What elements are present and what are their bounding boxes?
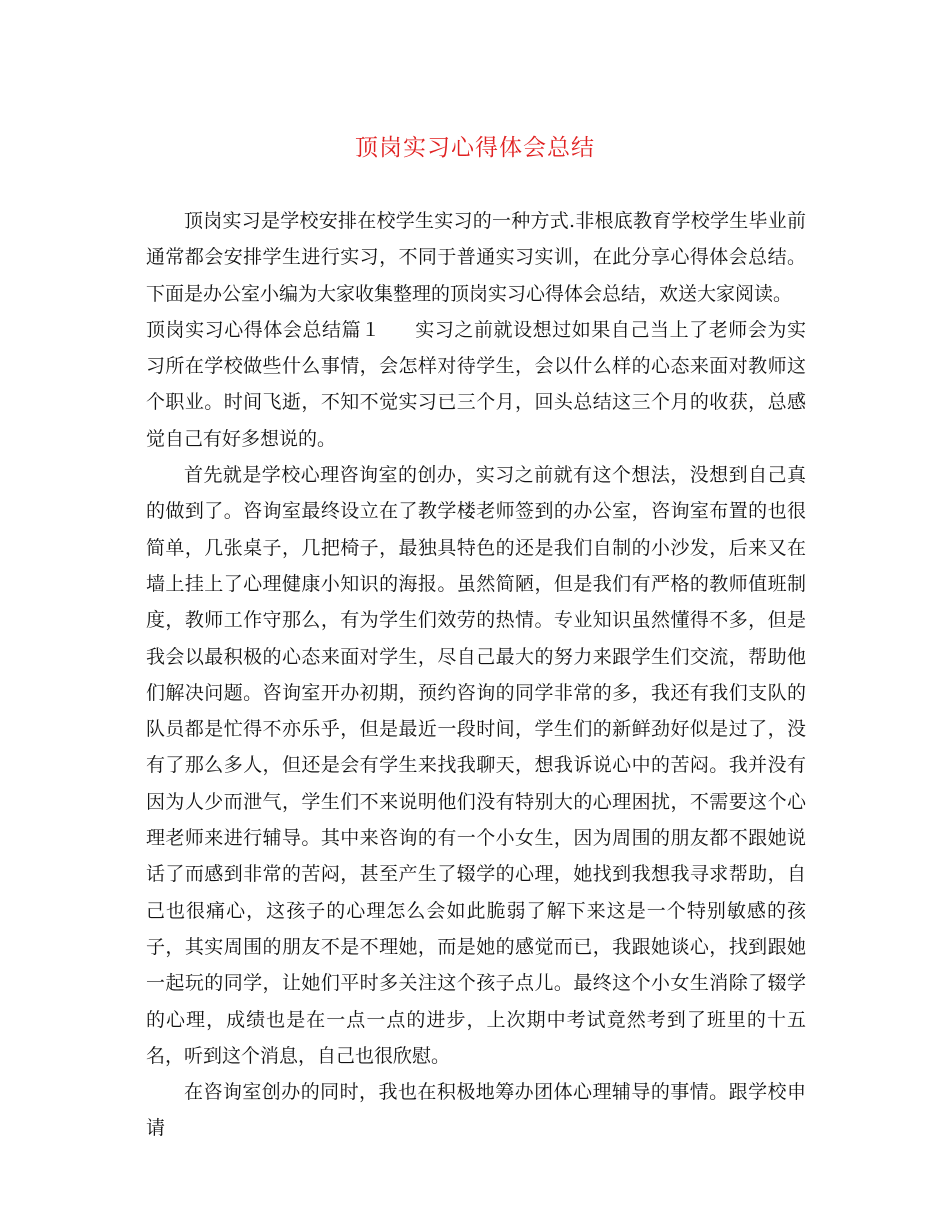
body-paragraph-group-counseling: 在咨询室创办的同时，我也在积极地筹办团体心理辅导的事情。跟学校申请 (146, 1081, 806, 1140)
section-heading: 顶岗实习心得体会总结篇１ (146, 318, 381, 341)
intro-paragraph: 顶岗实习是学校安排在校学生实习的一种方式.非根底教育学校学生毕业前通常都会安排学生进行实习，不同于普通实习实训，在此分享心得体会总结。下面是办公室小编为大家收集整理的顶岗实习心得体会总结，欢送大家阅读。 (146, 210, 806, 305)
document-body (146, 203, 806, 1147)
body-paragraph-counseling-room: 首先就是学校心理咨询室的创办，实习之前就有这个想法，没想到自己真的做到了。咨询室最终设立在了教学楼老师签到的办公室，咨询室布置的也很简单，几张桌子，几把椅子，最独具特色的还是我们自制的小沙发，后来又在墙上挂上了心理健康小知识的海报。虽然简陋，但是我们有严格的教师值班制度，教师工作守那么，有为学生们效劳的热情。专业知识虽然懂得不多，但是我会以最积极的心态来面对学生，尽自己最大的努力来跟学生们交流，帮助他们解决问题。咨询室开办初期，预约咨询的同学非常的多，我还有我们支队的队员都是忙得不亦乐乎，但是最近一段时间，学生们的新鲜劲好似是过了，没有了那么多人，但还是会有学生来找我聊天，想我诉说心中的苦闷。我并没有因为人少而泄气，学生们不来说明他们没有特别大的心理困扰，不需要这个心理老师来进行辅导。其中来咨询的有一个小女生，因为周围的朋友都不跟她说话了而感到非常的苦闷，甚至产生了辍学的心理，她找到我想我寻求帮助，自己也很痛心，这孩子的心理怎么会如此脆弱了解下来这是一个特别敏感的孩子，其实周围的朋友不是不理她，而是她的感觉而已，我跟她谈心，找到跟她一起玩的同学，让她们平时多关注这个孩子点儿。最终这个小女生消除了辍学的心理，成绩也是在一点一点的进步，上次期中考试竟然考到了班里的十五名，听到这个消息，自己也很欣慰。 (146, 464, 806, 1067)
section-1-paragraph (146, 312, 806, 457)
section-1-text: 实习之前就设想过如果自己当上了老师会为实习所在学校做些什么事情，会怎样对待学生，会以什么样的心态来面对教师这个职业。时间飞逝，不知不觉实习已三个月，回头总结这三个月的收获，总感觉自己有好多想说的。 (146, 318, 806, 450)
document-title: 顶岗实习心得体会总结 (355, 135, 595, 161)
